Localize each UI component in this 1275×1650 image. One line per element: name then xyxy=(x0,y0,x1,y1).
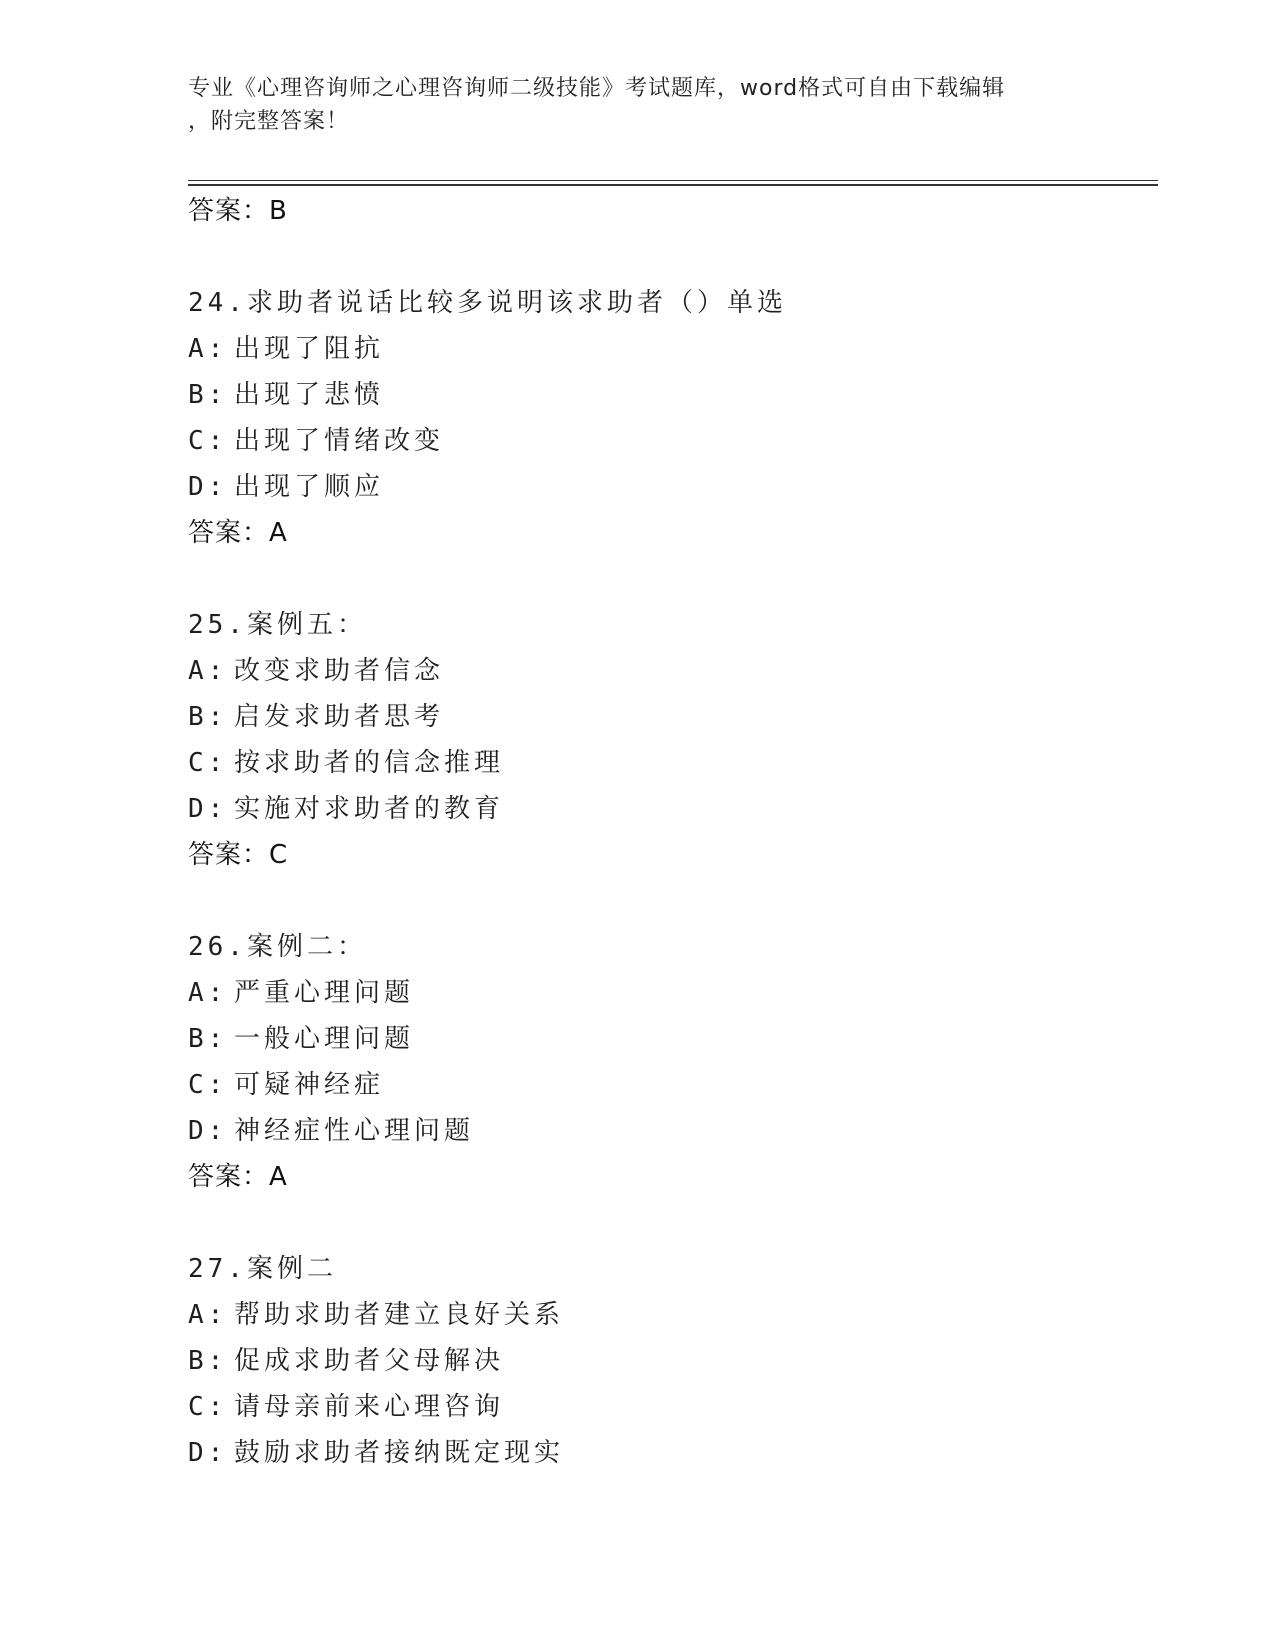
question-27 xyxy=(188,1246,1168,1476)
answer-line: 答案：A xyxy=(188,518,288,548)
option-letter: D: xyxy=(188,1438,228,1468)
option-text: 出现了情绪改变 xyxy=(234,426,445,456)
option-d xyxy=(188,464,1168,510)
question-title: 26.案例二： xyxy=(188,932,367,962)
option-letter: C: xyxy=(188,748,228,778)
option-d xyxy=(188,1430,1168,1476)
page-header xyxy=(188,72,1068,138)
option-text: 请母亲前来心理咨询 xyxy=(234,1392,505,1422)
option-text: 启发求助者思考 xyxy=(234,702,445,732)
header-line-1: 专业《心理咨询师之心理咨询师二级技能》考试题库，word格式可自由下载编辑 xyxy=(188,76,1006,101)
option-letter: D: xyxy=(188,794,228,824)
question-24 xyxy=(188,280,1168,556)
option-text: 出现了悲愤 xyxy=(234,380,385,410)
option-c xyxy=(188,740,1168,786)
option-letter: D: xyxy=(188,1116,228,1146)
option-letter: D: xyxy=(188,472,228,502)
answer-line: 答案：C xyxy=(188,840,289,870)
option-b xyxy=(188,1016,1168,1062)
option-b xyxy=(188,1338,1168,1384)
option-b xyxy=(188,694,1168,740)
option-text: 帮助求助者建立良好关系 xyxy=(234,1300,565,1330)
option-letter: A: xyxy=(188,334,228,364)
header-divider-thick xyxy=(188,184,1158,186)
option-a xyxy=(188,1292,1168,1338)
option-text: 鼓励求助者接纳既定现实 xyxy=(234,1438,565,1468)
question-title: 25.案例五： xyxy=(188,610,367,640)
option-letter: C: xyxy=(188,1392,228,1422)
question-list xyxy=(188,188,1168,1476)
option-a xyxy=(188,326,1168,372)
option-letter: B: xyxy=(188,380,228,410)
question-title: 27.案例二 xyxy=(188,1254,337,1284)
option-letter: B: xyxy=(188,1346,228,1376)
option-letter: C: xyxy=(188,1070,228,1100)
option-a xyxy=(188,970,1168,1016)
option-text: 按求助者的信念推理 xyxy=(234,748,505,778)
option-text: 实施对求助者的教育 xyxy=(234,794,505,824)
question-25 xyxy=(188,602,1168,878)
option-c xyxy=(188,1384,1168,1430)
option-c xyxy=(188,1062,1168,1108)
option-d xyxy=(188,1108,1168,1154)
option-text: 改变求助者信念 xyxy=(234,656,445,686)
option-text: 促成求助者父母解决 xyxy=(234,1346,505,1376)
option-d xyxy=(188,786,1168,832)
option-text: 出现了阻抗 xyxy=(234,334,385,364)
answer-line: 答案：A xyxy=(188,1162,288,1192)
option-text: 一般心理问题 xyxy=(234,1024,415,1054)
option-text: 严重心理问题 xyxy=(234,978,415,1008)
option-c xyxy=(188,418,1168,464)
option-text: 出现了顺应 xyxy=(234,472,385,502)
option-letter: C: xyxy=(188,426,228,456)
question-26 xyxy=(188,924,1168,1200)
option-letter: B: xyxy=(188,1024,228,1054)
option-text: 神经症性心理问题 xyxy=(234,1116,475,1146)
option-letter: A: xyxy=(188,656,228,686)
option-letter: A: xyxy=(188,1300,228,1330)
option-a xyxy=(188,648,1168,694)
header-divider-thin xyxy=(188,180,1158,181)
option-b xyxy=(188,372,1168,418)
option-text: 可疑神经症 xyxy=(234,1070,385,1100)
header-line-2: ，附完整答案！ xyxy=(188,109,350,134)
question-title: 24.求助者说话比较多说明该求助者（）单选 xyxy=(188,288,787,318)
option-letter: A: xyxy=(188,978,228,1008)
option-letter: B: xyxy=(188,702,228,732)
answer-line: 答案：B xyxy=(188,196,288,226)
